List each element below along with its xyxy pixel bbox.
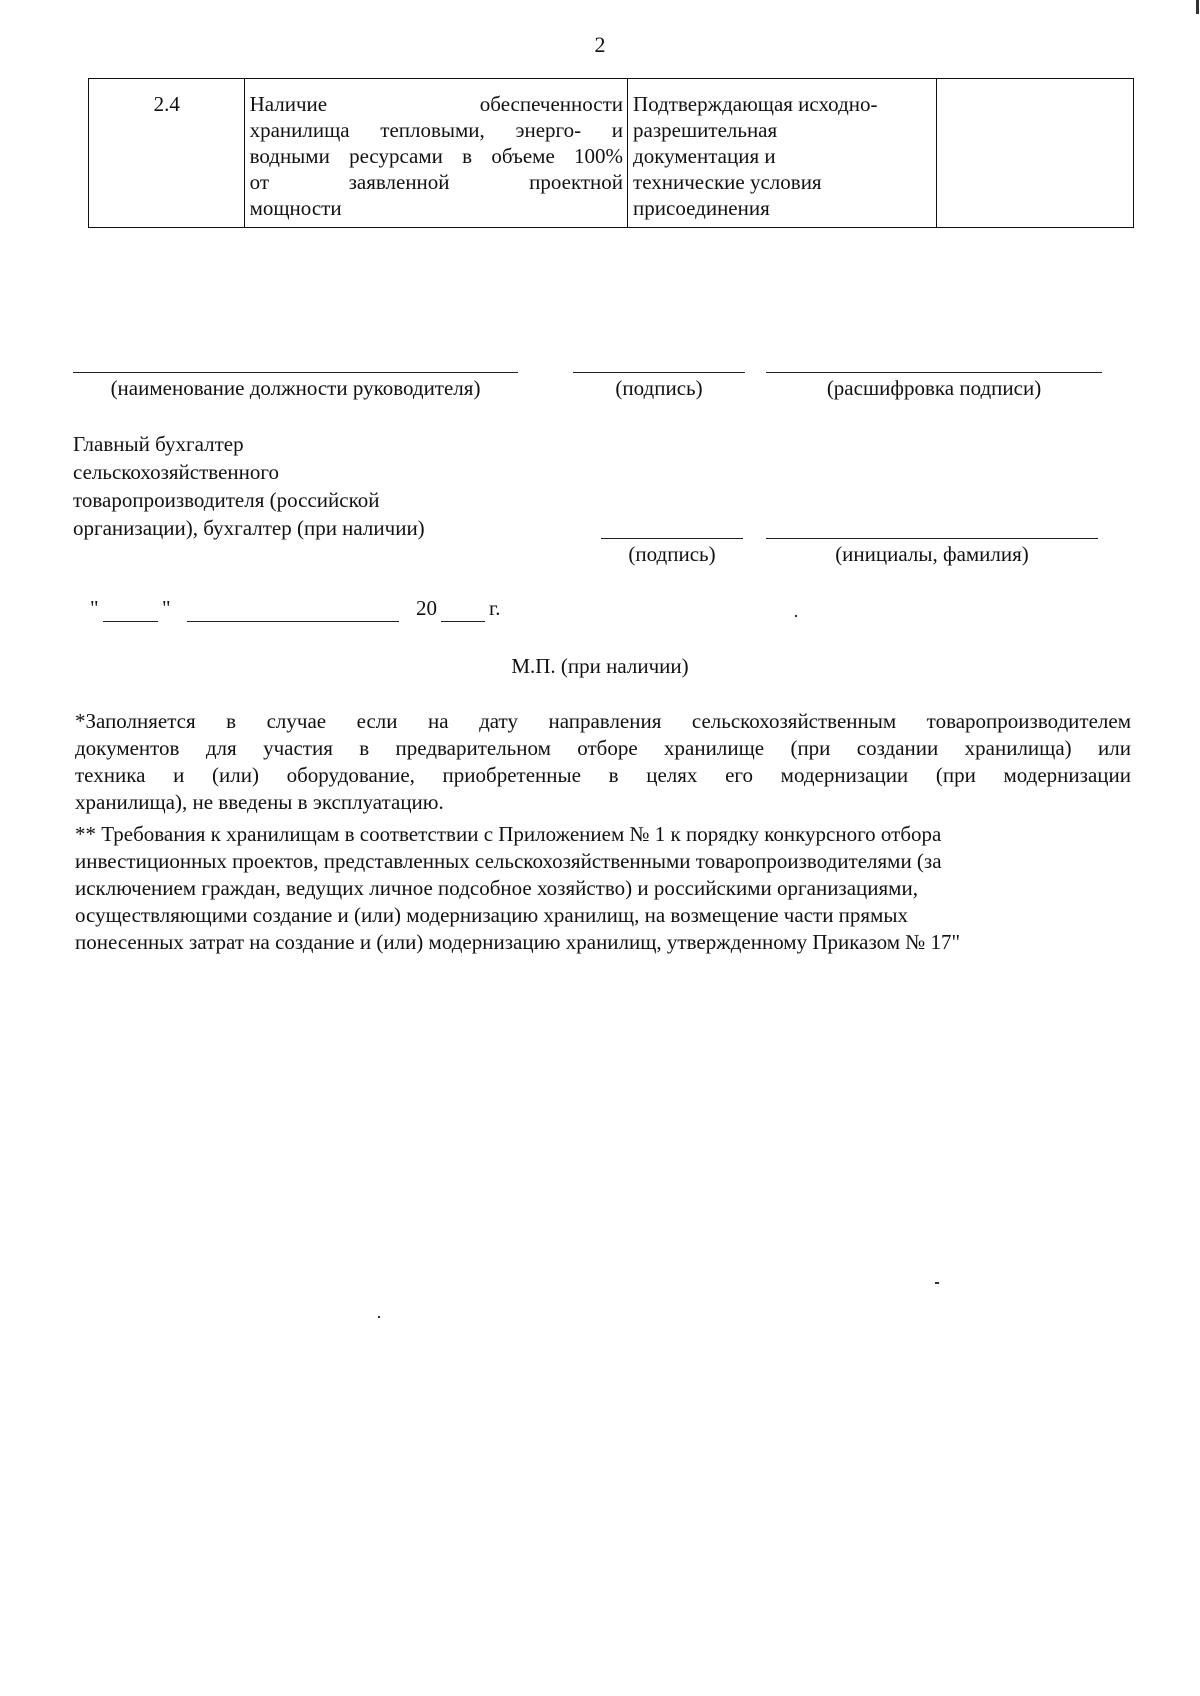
- footnote-line: техника и (или) оборудование, приобретенные в целях его модернизации (при модернизации: [75, 763, 1131, 787]
- decryption-line: [766, 372, 1102, 373]
- footnote-line: осуществляющими создание и (или) модернизацию хранилищ, на возмещение части прямых: [75, 903, 908, 927]
- row-number: 2.4: [89, 79, 245, 228]
- date-close-quote: ": [162, 596, 171, 620]
- description-line: Наличие обеспеченности: [249, 92, 624, 116]
- scan-mark: [1196, 0, 1199, 14]
- scan-speck: [378, 1316, 380, 1318]
- footnote-2: [75, 821, 960, 956]
- footnote-line: инвестиционных проектов, представленных сельскохозяйственными товаропроизводителями (за: [75, 849, 942, 873]
- date-open-quote: ": [90, 596, 99, 620]
- description-line: мощности: [249, 196, 342, 220]
- year-line: [441, 621, 485, 622]
- scan-speck: [935, 1282, 939, 1284]
- requirement-description: [244, 79, 627, 228]
- accountant-name-line: [766, 538, 1098, 539]
- footnote-line: понесенных затрат на создание и (или) модернизацию хранилищ, утвержденному Приказом № 17": [75, 930, 961, 954]
- seal-label: М.П. (при наличии): [511, 654, 689, 678]
- table-row: [89, 79, 1134, 228]
- footnote-line: документов для участия в предварительном отборе хранилище (при создании хранилища) или: [75, 736, 1131, 760]
- accountant-title-line: организации), бухгалтер (при наличии): [73, 516, 425, 540]
- accountant-name-caption: (инициалы, фамилия): [835, 542, 1029, 566]
- description-line: водными ресурсами в объеме 100%: [249, 144, 624, 168]
- documents-line: Подтверждающая исходно-: [633, 92, 878, 116]
- day-line: [103, 621, 158, 622]
- requirements-table: [88, 78, 1134, 228]
- year-prefix: 20: [416, 596, 437, 620]
- note-cell: [937, 79, 1134, 228]
- signature-line: [573, 372, 745, 373]
- accountant-signature-line: [601, 538, 743, 539]
- footnote-line: *Заполняется в случае если на дату направления сельскохозяйственным товаропроизводителем: [75, 709, 1131, 733]
- scan-speck: [795, 615, 797, 617]
- month-line: [187, 621, 399, 622]
- signature-caption: (подпись): [615, 376, 703, 400]
- documents-line: документация и: [633, 144, 776, 168]
- footnote-line: ** Требования к хранилищам в соответствии с Приложением № 1 к порядку конкурсного отбора: [75, 822, 942, 846]
- description-line: хранилища тепловыми, энерго- и: [249, 118, 624, 142]
- footnote-line: исключением граждан, ведущих личное подсобное хозяйство) и российскими организациями,: [75, 876, 918, 900]
- documents-line: присоединения: [633, 196, 770, 220]
- description-line: от заявленной проектной: [249, 170, 624, 194]
- position-line: [73, 372, 518, 373]
- year-suffix: г.: [489, 596, 501, 620]
- supporting-documents: [628, 79, 937, 228]
- documents-line: технические условия: [633, 170, 822, 194]
- footnote-1: [75, 708, 1131, 816]
- accountant-signature-caption: (подпись): [628, 542, 716, 566]
- decryption-caption: (расшифровка подписи): [826, 376, 1042, 400]
- accountant-title: [73, 430, 425, 542]
- page-number: 2: [594, 32, 606, 57]
- footnote-line: хранилища), не введены в эксплуатацию.: [75, 790, 444, 814]
- accountant-title-line: Главный бухгалтер: [73, 432, 244, 456]
- accountant-title-line: сельскохозяйственного: [73, 460, 279, 484]
- documents-line: разрешительная: [633, 118, 778, 142]
- accountant-title-line: товаропроизводителя (российской: [73, 488, 380, 512]
- position-caption: (наименование должности руководителя): [110, 376, 481, 400]
